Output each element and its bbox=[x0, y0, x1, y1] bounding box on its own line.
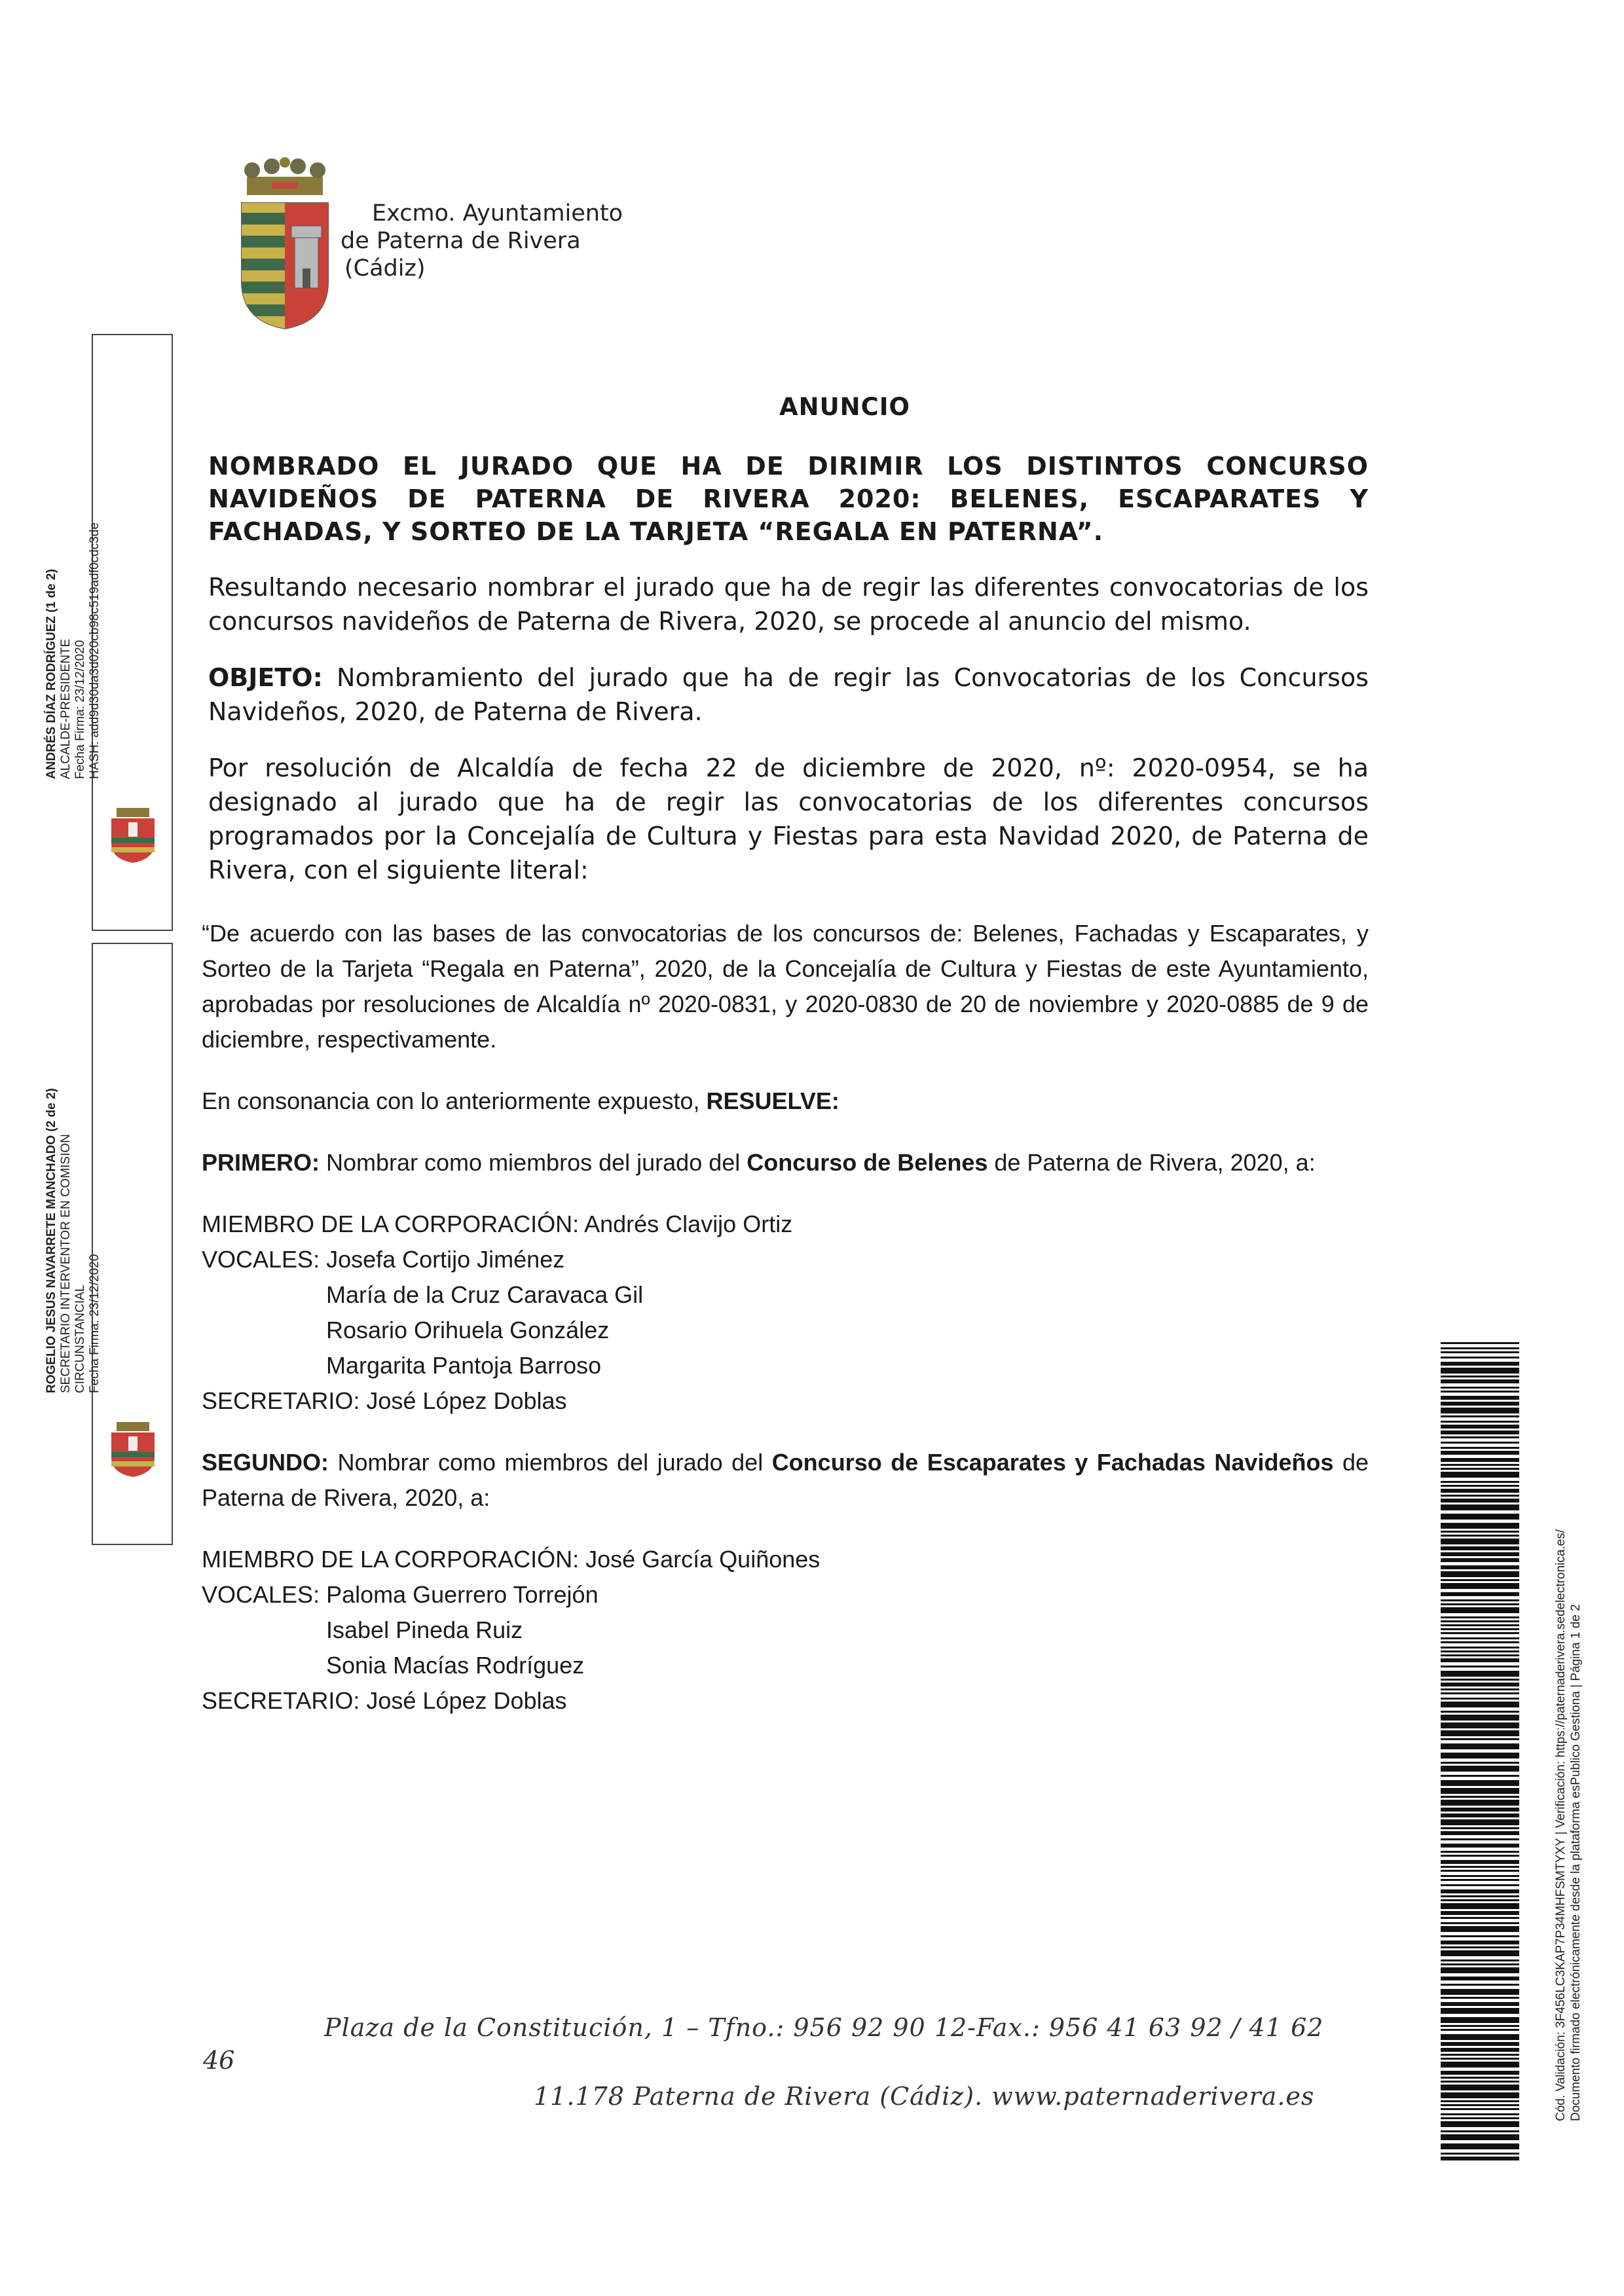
barcode-bar bbox=[1441, 2034, 1519, 2040]
barcode-bar bbox=[1441, 1959, 1519, 1961]
barcode-bar bbox=[1441, 1650, 1519, 1652]
signature-stamp-1-text bbox=[45, 522, 102, 779]
jury-secretary: SECRETARIO: José López Doblas bbox=[202, 1687, 567, 1714]
barcode-bar bbox=[1441, 1504, 1519, 1510]
primero-contest: Concurso de Belenes bbox=[747, 1149, 988, 1176]
barcode-bar bbox=[1441, 1485, 1519, 1487]
consonancia-text: En consonancia con lo anteriormente expuesto, bbox=[202, 1087, 707, 1114]
barcode-bar bbox=[1441, 1813, 1519, 1817]
barcode-bar bbox=[1441, 1357, 1519, 1358]
barcode-bar bbox=[1441, 1628, 1519, 1630]
barcode-bar bbox=[1441, 1647, 1519, 1649]
barcode-image bbox=[1441, 1342, 1519, 2160]
barcode-bar bbox=[1441, 1616, 1519, 1618]
barcode-bar bbox=[1441, 1489, 1519, 1493]
barcode-bar bbox=[1441, 1565, 1519, 1569]
barcode-bar bbox=[1441, 1730, 1519, 1736]
barcode-bar bbox=[1441, 1963, 1519, 1965]
barcode-bar bbox=[1441, 1738, 1519, 1740]
barcode-bar bbox=[1441, 1342, 1519, 1344]
primero-text-a: Nombrar como miembros del jurado del bbox=[320, 1149, 747, 1176]
barcode-bar bbox=[1441, 2108, 1519, 2110]
barcode-bar bbox=[1441, 2029, 1519, 2031]
barcode-bar bbox=[1441, 1926, 1519, 1932]
validation-code: Cód. Validación: 3F456LC3KAP7P34MHFSMTYXY | Verificación: https://paternaderivera.sedelectronica.es/ bbox=[1554, 1529, 1568, 2121]
barcode-bar bbox=[1441, 1391, 1519, 1393]
barcode-bar bbox=[1441, 1780, 1519, 1786]
barcode-bar bbox=[1441, 2058, 1519, 2060]
barcode-bar bbox=[1441, 2008, 1519, 2014]
primero-label: PRIMERO: bbox=[202, 1149, 320, 1176]
barcode-bar bbox=[1441, 1481, 1519, 1483]
document-body bbox=[196, 393, 1369, 1719]
barcode-bar bbox=[1441, 1860, 1519, 1864]
barcode-bar bbox=[1441, 2081, 1519, 2083]
barcode-bar bbox=[1441, 1788, 1519, 1794]
barcode-bar bbox=[1441, 1654, 1519, 1656]
barcode-bar bbox=[1441, 2085, 1519, 2090]
signer-role: ALCALDE-PRESIDENTE bbox=[59, 638, 73, 779]
barcode-bar bbox=[1441, 1495, 1519, 1497]
barcode-bar bbox=[1441, 1941, 1519, 1944]
barcode-bar bbox=[1441, 1989, 1519, 1995]
segundo-text-a: Nombrar como miembros del jurado del bbox=[329, 1449, 772, 1476]
jury-vocal: Margarita Pantoja Barroso bbox=[326, 1352, 602, 1379]
barcode-bar bbox=[1441, 1844, 1519, 1848]
mini-crest-icon bbox=[105, 1419, 161, 1478]
footer-address: Plaza de la Constitución, 1 – Tfno.: 956 92 90 12-Fax.: 956 41 63 92 / 41 62 bbox=[324, 2013, 1324, 2042]
barcode-bar bbox=[1441, 1603, 1519, 1605]
signature-date: Fecha Firma: 23/12/2020 bbox=[88, 1254, 101, 1393]
barcode-bar bbox=[1441, 1387, 1519, 1389]
signature-stamp-2 bbox=[45, 943, 173, 1545]
objeto-paragraph bbox=[196, 661, 1369, 729]
signer-role-extra: CIRCUNSTANCIAL bbox=[73, 1285, 87, 1393]
barcode-bar bbox=[1441, 1743, 1519, 1749]
objeto-text: Nombramiento del jurado que ha de regir las Convocatorias de los Concursos Navideños, 2020, de Paterna de Rivera. bbox=[208, 663, 1369, 726]
org-line-1: Excmo. Ayuntamiento bbox=[372, 200, 623, 227]
signature-stamp-1 bbox=[45, 334, 173, 931]
signer-name: ANDRÉS DÍAZ RODRÍGUEZ (1 de 2) bbox=[45, 569, 58, 779]
barcode-bar bbox=[1441, 1889, 1519, 1893]
barcode-bar bbox=[1441, 1658, 1519, 1662]
barcode-bar bbox=[1441, 1946, 1519, 1948]
barcode-bar bbox=[1441, 1458, 1519, 1462]
barcode-bar bbox=[1441, 1592, 1519, 1596]
barcode-bar bbox=[1441, 1870, 1519, 1872]
barcode-bar bbox=[1441, 1903, 1519, 1909]
barcode-bar bbox=[1441, 1552, 1519, 1556]
intro-paragraph: Resultando necesario nombrar el jurado que ha de regir las diferentes convocatorias de los concursos navideños de Paterna de Rivera, 2020, se procede al anuncio del mismo. bbox=[208, 573, 1369, 636]
segundo-text-b: de Paterna de Rivera, 2020, a: bbox=[202, 1449, 1369, 1511]
barcode-bar bbox=[1441, 1702, 1519, 1707]
jury-vocal: María de la Cruz Caravaca Gil bbox=[326, 1281, 644, 1308]
barcode-bar bbox=[1441, 2104, 1519, 2106]
barcode-bar bbox=[1441, 1607, 1519, 1613]
barcode-bar bbox=[1441, 1831, 1519, 1835]
barcode-bar bbox=[1441, 1472, 1519, 1478]
barcode-bar bbox=[1441, 1464, 1519, 1466]
barcode-bar bbox=[1441, 1468, 1519, 1470]
jury-vocal: Sonia Macías Rodríguez bbox=[326, 1652, 585, 1679]
signature-stamp-2-text bbox=[45, 1088, 102, 1393]
barcode-bar bbox=[1441, 1637, 1519, 1639]
barcode-bar bbox=[1441, 1396, 1519, 1400]
barcode-bar bbox=[1441, 1899, 1519, 1901]
barcode-bar bbox=[1441, 1698, 1519, 1700]
barcode-bar bbox=[1441, 1683, 1519, 1686]
barcode-bar bbox=[1441, 1451, 1519, 1455]
barcode-bar bbox=[1441, 1571, 1519, 1577]
barcode-bar bbox=[1441, 2025, 1519, 2027]
barcode-bar bbox=[1441, 1442, 1519, 1444]
segundo-contest: Concurso de Escaparates y Fachadas Navideños bbox=[771, 1449, 1334, 1476]
barcode-bar bbox=[1441, 2121, 1519, 2127]
barcode-bar bbox=[1441, 1620, 1519, 1622]
barcode-bar bbox=[1441, 1436, 1519, 1438]
barcode-bar bbox=[1441, 1531, 1519, 1533]
jury-member-corporation: MIEMBRO DE LA CORPORACIÓN: José García Quiñones bbox=[202, 1546, 821, 1573]
barcode-bar bbox=[1441, 1997, 1519, 1999]
barcode-bar bbox=[1441, 1977, 1519, 1980]
barcode-bar bbox=[1441, 2048, 1519, 2052]
barcode-bar bbox=[1441, 2042, 1519, 2046]
barcode-bar bbox=[1441, 2134, 1519, 2140]
barcode-bar bbox=[1441, 1351, 1519, 1353]
segundo-jury-list bbox=[196, 1542, 1369, 1719]
barcode-bar bbox=[1441, 1711, 1519, 1713]
barcode-bar bbox=[1441, 1866, 1519, 1868]
primero-paragraph bbox=[196, 1145, 1369, 1180]
barcode-bar bbox=[1441, 1875, 1519, 1877]
barcode-bar bbox=[1441, 1800, 1519, 1806]
barcode-bar bbox=[1441, 1624, 1519, 1626]
barcode-bar bbox=[1441, 1838, 1519, 1840]
barcode-bar bbox=[1441, 1583, 1519, 1589]
barcode-bar bbox=[1441, 1408, 1519, 1413]
coat-of-arms-logo bbox=[232, 157, 337, 334]
barcode-bar bbox=[1441, 2153, 1519, 2155]
barcode-bar bbox=[1441, 1692, 1519, 1694]
barcode-bar bbox=[1441, 1827, 1519, 1829]
barcode-bar bbox=[1441, 1579, 1519, 1581]
primero-jury-list bbox=[196, 1207, 1369, 1419]
barcode-bar bbox=[1441, 2002, 1519, 2006]
barcode-bar bbox=[1441, 1917, 1519, 1919]
validation-platform: Documento firmado electrónicamente desde la plataforma esPublico Gestiona | Página 1 de 2 bbox=[1569, 1604, 1583, 2121]
barcode-bar bbox=[1441, 1679, 1519, 1681]
barcode-bar bbox=[1441, 1855, 1519, 1857]
barcode-bar bbox=[1441, 1984, 1519, 1986]
barcode-bar bbox=[1441, 1819, 1519, 1825]
barcode-bar bbox=[1441, 1368, 1519, 1374]
barcode-bar bbox=[1441, 1430, 1519, 1434]
document-title: ANUNCIO bbox=[779, 393, 910, 421]
barcode-bar bbox=[1441, 2092, 1519, 2098]
barcode-bar bbox=[1441, 1421, 1519, 1423]
barcode-bar bbox=[1441, 1415, 1519, 1417]
barcode-bar bbox=[1441, 1347, 1519, 1349]
barcode-bar bbox=[1441, 2017, 1519, 2023]
barcode-bar bbox=[1441, 1599, 1519, 1601]
signature-hash: HASH: add9d30da3d020cb98c519adf0cdc3de bbox=[88, 522, 101, 779]
jury-vocales: VOCALES: Josefa Cortijo Jiménez bbox=[202, 1246, 565, 1273]
barcode-bar bbox=[1441, 2130, 1519, 2132]
barcode-bar bbox=[1441, 1922, 1519, 1924]
barcode-bar bbox=[1441, 1775, 1519, 1777]
signer-name: ROGELIO JESUS NAVARRETE MANCHADO (2 de 2) bbox=[45, 1088, 58, 1393]
barcode-bar bbox=[1441, 1535, 1519, 1537]
objeto-label: OBJETO: bbox=[208, 663, 323, 692]
signer-role: SECRETARIO INTERVENTOR EN COMISION bbox=[59, 1134, 73, 1393]
barcode-bar bbox=[1441, 2054, 1519, 2056]
segundo-label: SEGUNDO: bbox=[202, 1449, 329, 1476]
barcode-bar bbox=[1441, 1879, 1519, 1881]
barcode-bar bbox=[1441, 2100, 1519, 2102]
barcode-bar bbox=[1441, 2113, 1519, 2115]
barcode-bar bbox=[1441, 1851, 1519, 1853]
barcode-bar bbox=[1441, 1499, 1519, 1503]
jury-member-corporation: MIEMBRO DE LA CORPORACIÓN: Andrés Clavijo Ortiz bbox=[202, 1211, 793, 1237]
barcode-bar bbox=[1441, 2077, 1519, 2079]
barcode-bar bbox=[1441, 1911, 1519, 1915]
barcode-bar bbox=[1441, 1632, 1519, 1634]
barcode-bar bbox=[1441, 1425, 1519, 1429]
resolucion-paragraph: Por resolución de Alcaldía de fecha 22 de diciembre de 2020, nº: 2020-0954, se ha designado al jurado que ha de regir las convocatorias de los diferentes concursos programados por la Concejalía de Cultura y Fiestas para esta Navidad 2020, de Paterna de Rivera, con el siguiente literal: bbox=[208, 754, 1369, 884]
barcode-bar bbox=[1441, 2117, 1519, 2119]
barcode-bar bbox=[1441, 1514, 1519, 1520]
barcode-bar bbox=[1441, 1884, 1519, 1886]
barcode-bar bbox=[1441, 1641, 1519, 1643]
barcode-bar bbox=[1441, 1402, 1519, 1406]
barcode-bar bbox=[1441, 1766, 1519, 1772]
barcode-bar bbox=[1441, 1895, 1519, 1897]
jury-vocales: VOCALES: Paloma Guerrero Torrejón bbox=[202, 1581, 599, 1608]
barcode-bar bbox=[1441, 1935, 1519, 1937]
barcode-bar bbox=[1441, 1722, 1519, 1728]
segundo-paragraph bbox=[196, 1445, 1369, 1516]
barcode-bar bbox=[1441, 1546, 1519, 1550]
jury-secretary: SECRETARIO: José López Doblas bbox=[202, 1387, 567, 1414]
barcode-bar bbox=[1441, 1379, 1519, 1383]
quote-paragraph: “De acuerdo con las bases de las convocatorias de los concursos de: Belenes, Fachadas y Escaparates, y Sorteo de la Tarjeta “Regala en Paterna”, 2020, de la Concejalía de Cultura y Fiestas de este Ayuntamiento, aprobadas por resoluciones de Alcaldía nº 2020-0831, y 2020-0830 de 20 de noviembre y 2020-0885 de 9 de diciembre, respectivamente. bbox=[202, 920, 1369, 1053]
barcode-bar bbox=[1441, 1715, 1519, 1721]
org-line-2: de Paterna de Rivera bbox=[341, 228, 581, 254]
barcode-bar bbox=[1441, 1447, 1519, 1449]
jury-vocal: Rosario Orihuela González bbox=[326, 1317, 610, 1343]
barcode-bar bbox=[1441, 1362, 1519, 1366]
signature-date: Fecha Firma: 23/12/2020 bbox=[73, 640, 87, 779]
barcode-bar bbox=[1441, 2157, 1519, 2160]
barcode-bar bbox=[1441, 1523, 1519, 1529]
mini-crest-icon bbox=[105, 805, 161, 864]
barcode-bar bbox=[1441, 1666, 1519, 1667]
page-number: 46 bbox=[203, 2046, 235, 2075]
barcode-bar bbox=[1441, 2062, 1519, 2068]
barcode-bar bbox=[1441, 1558, 1519, 1562]
barcode-bar bbox=[1441, 1808, 1519, 1812]
document-headline: NOMBRADO EL JURADO QUE HA DE DIRIMIR LOS DISTINTOS CONCURSO NAVIDEÑOS DE PATERNA DE RIVERA 2020: BELENES, ESCAPARATES Y FACHADAS, Y SORTEO DE LA TARJETA “REGALA EN PATERNA”. bbox=[208, 452, 1369, 546]
barcode-bar bbox=[1441, 2143, 1519, 2149]
footer-website: 11.178 Paterna de Rivera (Cádiz). www.paternaderivera.es bbox=[534, 2082, 1315, 2111]
barcode-bar bbox=[1441, 1671, 1519, 1677]
barcode-bar bbox=[1441, 1688, 1519, 1690]
jury-vocal: Isabel Pineda Ruiz bbox=[326, 1616, 523, 1643]
barcode-bar bbox=[1441, 1950, 1519, 1956]
resuelve-label: RESUELVE: bbox=[706, 1087, 840, 1114]
org-line-3: (Cádiz) bbox=[344, 255, 426, 282]
barcode-bar bbox=[1441, 1967, 1519, 1973]
barcode-bar bbox=[1441, 1753, 1519, 1758]
barcode-bar bbox=[1441, 1796, 1519, 1798]
barcode-bar bbox=[1441, 1539, 1519, 1544]
barcode-bar bbox=[1441, 1376, 1519, 1377]
validation-text bbox=[1553, 1529, 1583, 2121]
primero-text-b: de Paterna de Rivera, 2020, a: bbox=[987, 1149, 1316, 1176]
organization-name bbox=[341, 200, 623, 282]
consonancia-paragraph bbox=[196, 1084, 1369, 1119]
barcode-bar bbox=[1441, 1762, 1519, 1764]
barcode-bar bbox=[1441, 2071, 1519, 2075]
